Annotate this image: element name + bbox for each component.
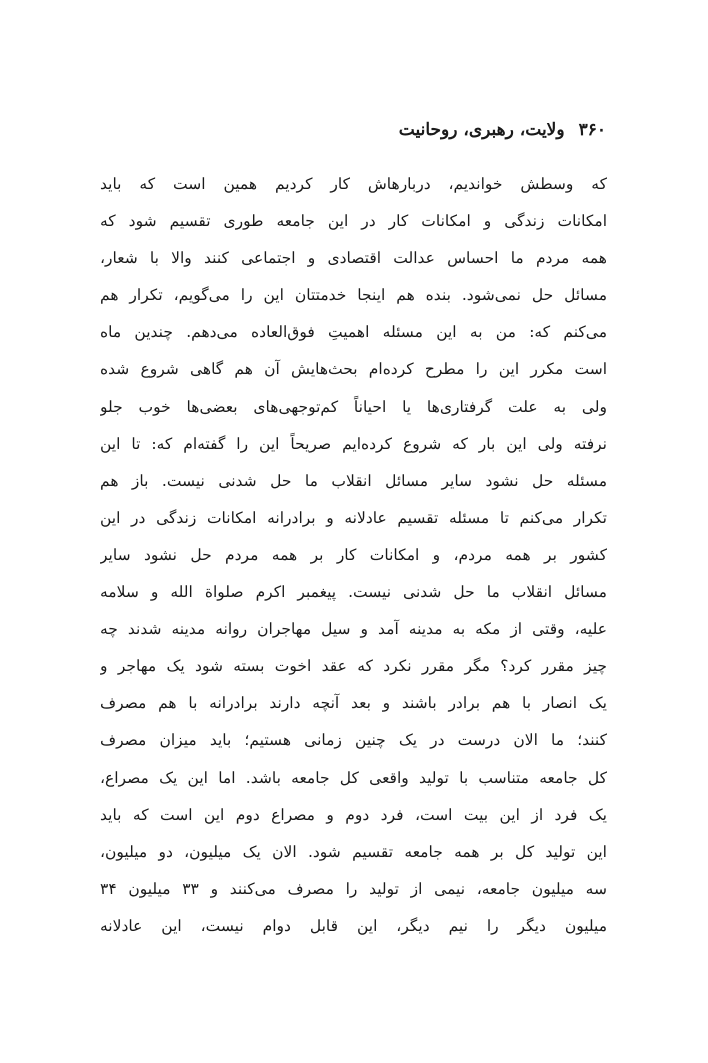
text-line: کل جامعه متناسب با تولید واقعی کل جامعه باشد. اما این یک مصراع، [100,768,607,787]
text-line: امکانات زندگی و امکانات کار در این جامعه طوری تقسیم شود که [100,212,607,231]
body-text [100,166,607,945]
text-line: این تولید کل بر همه جامعه تقسیم شود. الان یک میلیون، دو میلیون، [100,842,607,861]
text-line: مسائل حل نمی‌شود. بنده هم اینجا خدمتتان این را می‌گویم، تکرار هم [100,286,607,305]
text-line: چیز مقرر کرد؟ مگر مقرر نکرد که عقد اخوت بسته شود یک مهاجر و [100,657,607,676]
text-line: همه مردم ما احساس عدالت اقتصادی و اجتماعی کنند والا با شعار، [100,249,607,268]
text-line: کنند؛ ما الان درست در یک چنین زمانی هستیم؛ باید میزان مصرف [100,731,607,750]
text-line: تکرار می‌کنم تا مسئله تقسیم عادلانه و برادرانه امکانات زندگی در این [100,508,607,527]
text-line: مسائل انقلاب ما حل شدنی نیست. پیغمبر اکرم صلواة الله و سلامه [100,583,607,602]
text-line: سه میلیون جامعه، نیمی از تولید را مصرف می‌کنند و ۳۳ میلیون ۳۴ [100,879,607,898]
text-line: یک انصار با هم برادر باشند و بعد آنچه دارند برادرانه با هم مصرف [100,694,607,713]
page-number: ۳۶۰ [578,120,606,140]
text-line: علیه، وقتی از مکه به مدینه آمد و سیل مهاجران روانه مدینه شدند چه [100,620,607,639]
text-line: نرفته ولی این بار که شروع کرده‌ایم صریحاً این را گفته‌ام که: تا این [100,434,607,453]
book-title: ولایت، رهبری، روحانیت [398,120,565,140]
text-line: است مکرر این را مطرح کرده‌ام بحث‌هایش آن هم گاهی شروع شده [100,360,607,379]
text-line: ولی به علت گرفتاری‌ها یا احیاناً کم‌توجهی‌های بعضی‌ها خوب جلو [100,397,607,416]
text-line: مسئله حل نشود سایر مسائل انقلاب ما حل شدنی نیست. باز هم [100,471,607,490]
text-line: می‌کنم که: من به این مسئله اهمیتِ فوق‌العاده می‌دهم. چندین ماه [100,323,607,342]
running-header [399,120,606,140]
text-line: کشور بر همه مردم، و امکانات کار بر همه مردم حل نشود سایر [100,545,607,564]
text-line: یک فرد از این بیت است، فرد دوم و مصراع دوم این است که باید [100,805,607,824]
text-line: که وسطش خواندیم، دربارهاش کار کردیم همین است که باید [100,175,607,193]
text-line: میلیون دیگر را نیم دیگر، این قابل دوام نیست، این عادلانه [100,916,607,935]
